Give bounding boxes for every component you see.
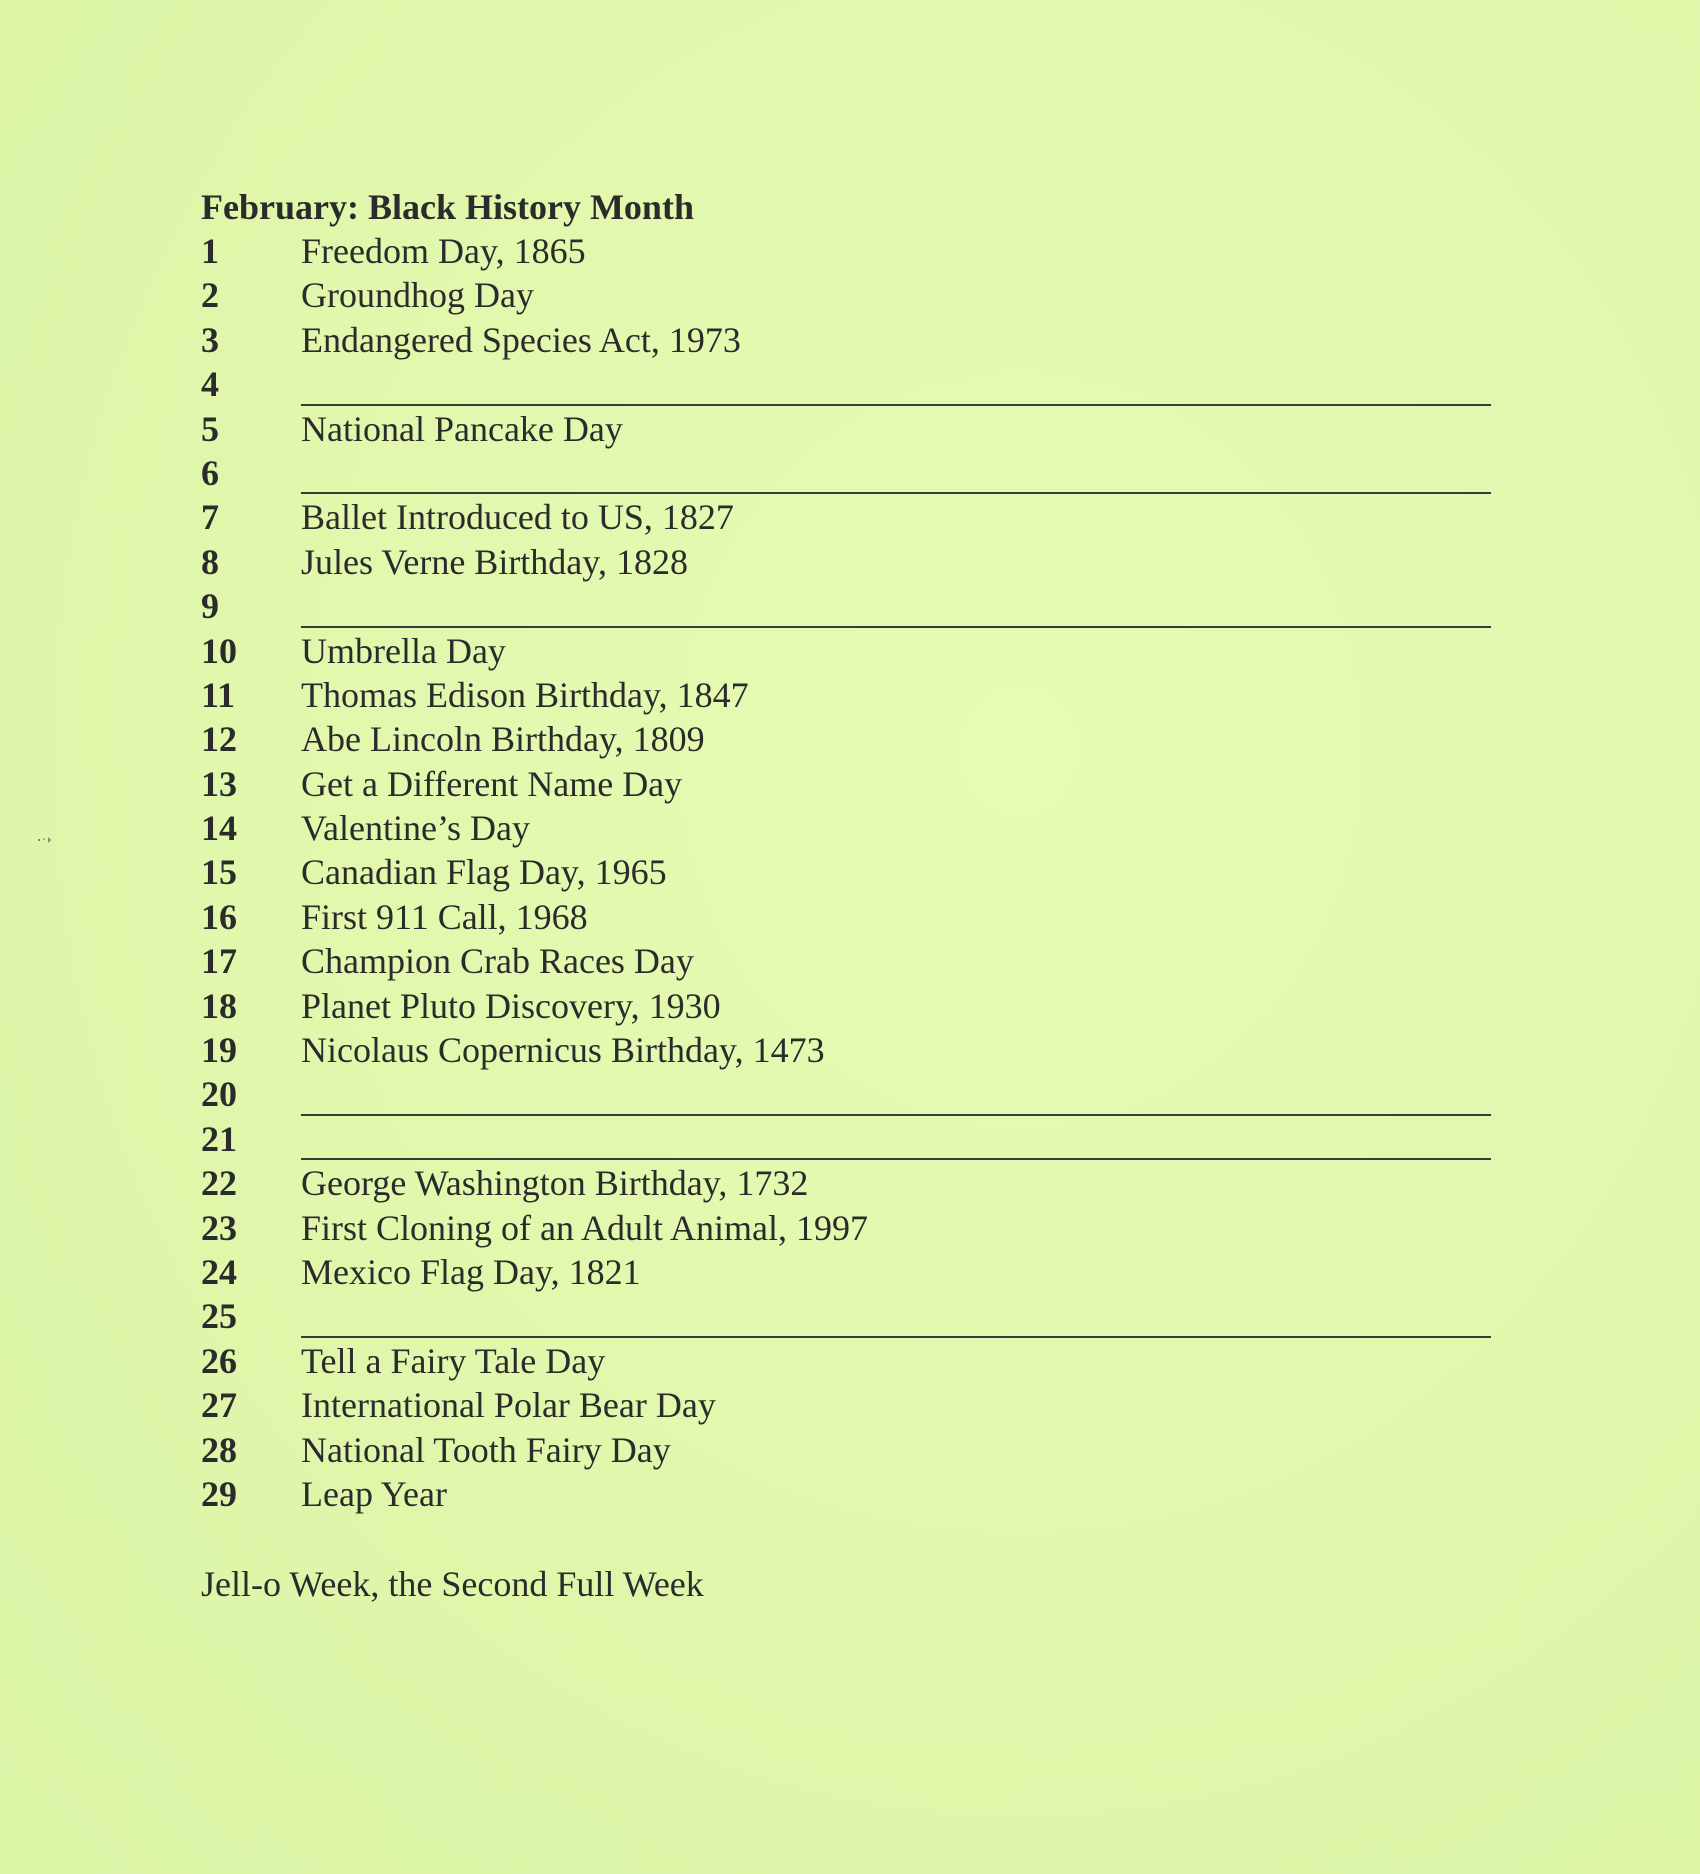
- day-event: National Pancake Day: [301, 408, 623, 449]
- day-event: Leap Year: [301, 1473, 447, 1514]
- day-number: 16: [201, 896, 237, 937]
- day-number: 22: [201, 1163, 237, 1204]
- day-row: [201, 495, 1491, 539]
- day-row: [201, 1383, 1491, 1427]
- day-row: [201, 984, 1491, 1028]
- day-row: [201, 451, 1491, 495]
- day-list: [201, 229, 1491, 1516]
- day-row: [201, 717, 1491, 761]
- day-number: 10: [201, 630, 237, 671]
- day-number: 13: [201, 763, 237, 804]
- scan-speck: [36, 836, 52, 844]
- day-number: 24: [201, 1251, 237, 1292]
- day-row: [201, 1161, 1491, 1205]
- day-event: Get a Different Name Day: [301, 763, 683, 804]
- day-number: 2: [201, 275, 219, 316]
- page-title: February: Black History Month: [201, 187, 694, 227]
- day-row: [201, 407, 1491, 451]
- day-number: 8: [201, 541, 219, 582]
- blank-entry-line: [301, 626, 1491, 628]
- blank-entry-line: [301, 1336, 1491, 1338]
- day-row: [201, 1206, 1491, 1250]
- day-row: [201, 273, 1491, 317]
- day-number: 26: [201, 1340, 237, 1381]
- day-number: 12: [201, 719, 237, 760]
- day-number: 7: [201, 497, 219, 538]
- day-row: [201, 1472, 1491, 1516]
- day-row: [201, 318, 1491, 362]
- blank-entry-line: [301, 404, 1491, 406]
- day-row: [201, 762, 1491, 806]
- day-event: Tell a Fairy Tale Day: [301, 1340, 606, 1381]
- day-number: 1: [201, 231, 219, 271]
- day-event: Valentine’s Day: [301, 808, 530, 849]
- day-number: 19: [201, 1030, 237, 1071]
- day-row: [201, 806, 1491, 850]
- day-event: Jules Verne Birthday, 1828: [301, 541, 688, 582]
- footer-note: Jell-o Week, the Second Full Week: [201, 1564, 704, 1604]
- day-number: 27: [201, 1385, 237, 1426]
- day-row: [201, 895, 1491, 939]
- blank-entry-line: [301, 1114, 1491, 1116]
- day-row: [201, 1294, 1491, 1338]
- day-row: [201, 1028, 1491, 1072]
- day-row: [201, 1339, 1491, 1383]
- day-event: Mexico Flag Day, 1821: [301, 1251, 641, 1292]
- day-event: Umbrella Day: [301, 630, 506, 671]
- day-event: National Tooth Fairy Day: [301, 1429, 671, 1470]
- day-number: 20: [201, 1074, 237, 1115]
- day-event: George Washington Birthday, 1732: [301, 1163, 809, 1204]
- day-number: 15: [201, 852, 237, 893]
- day-event: Champion Crab Races Day: [301, 941, 694, 982]
- day-row: [201, 584, 1491, 628]
- day-row: [201, 1072, 1491, 1116]
- day-row: [201, 939, 1491, 983]
- day-row: [201, 1428, 1491, 1472]
- day-row: [201, 1117, 1491, 1161]
- day-number: 9: [201, 586, 219, 627]
- day-event: Thomas Edison Birthday, 1847: [301, 674, 749, 715]
- day-number: 18: [201, 985, 237, 1026]
- day-row: [201, 850, 1491, 894]
- day-row: [201, 229, 1491, 273]
- day-row: [201, 629, 1491, 673]
- day-row: [201, 673, 1491, 717]
- day-number: 11: [201, 674, 236, 715]
- day-number: 23: [201, 1207, 237, 1248]
- day-number: 28: [201, 1429, 237, 1470]
- day-event: Nicolaus Copernicus Birthday, 1473: [301, 1030, 825, 1071]
- day-number: 14: [201, 808, 237, 849]
- day-event: First 911 Call, 1968: [301, 896, 588, 937]
- day-row: [201, 540, 1491, 584]
- blank-entry-line: [301, 492, 1491, 494]
- day-event: Endangered Species Act, 1973: [301, 319, 741, 360]
- day-number: 3: [201, 319, 219, 360]
- day-number: 4: [201, 364, 219, 405]
- day-event: Freedom Day, 1865: [301, 231, 586, 271]
- day-number: 29: [201, 1473, 237, 1514]
- blank-entry-line: [301, 1158, 1491, 1160]
- day-event: International Polar Bear Day: [301, 1385, 716, 1426]
- day-event: Groundhog Day: [301, 275, 534, 316]
- day-row: [201, 1250, 1491, 1294]
- day-event: Ballet Introduced to US, 1827: [301, 497, 734, 538]
- day-number: 6: [201, 452, 219, 493]
- day-row: [201, 362, 1491, 406]
- day-event: Abe Lincoln Birthday, 1809: [301, 719, 705, 760]
- day-event: First Cloning of an Adult Animal, 1997: [301, 1207, 869, 1248]
- day-event: Canadian Flag Day, 1965: [301, 852, 667, 893]
- day-number: 25: [201, 1296, 237, 1337]
- day-number: 5: [201, 408, 219, 449]
- day-number: 21: [201, 1118, 237, 1159]
- day-event: Planet Pluto Discovery, 1930: [301, 985, 721, 1026]
- day-number: 17: [201, 941, 237, 982]
